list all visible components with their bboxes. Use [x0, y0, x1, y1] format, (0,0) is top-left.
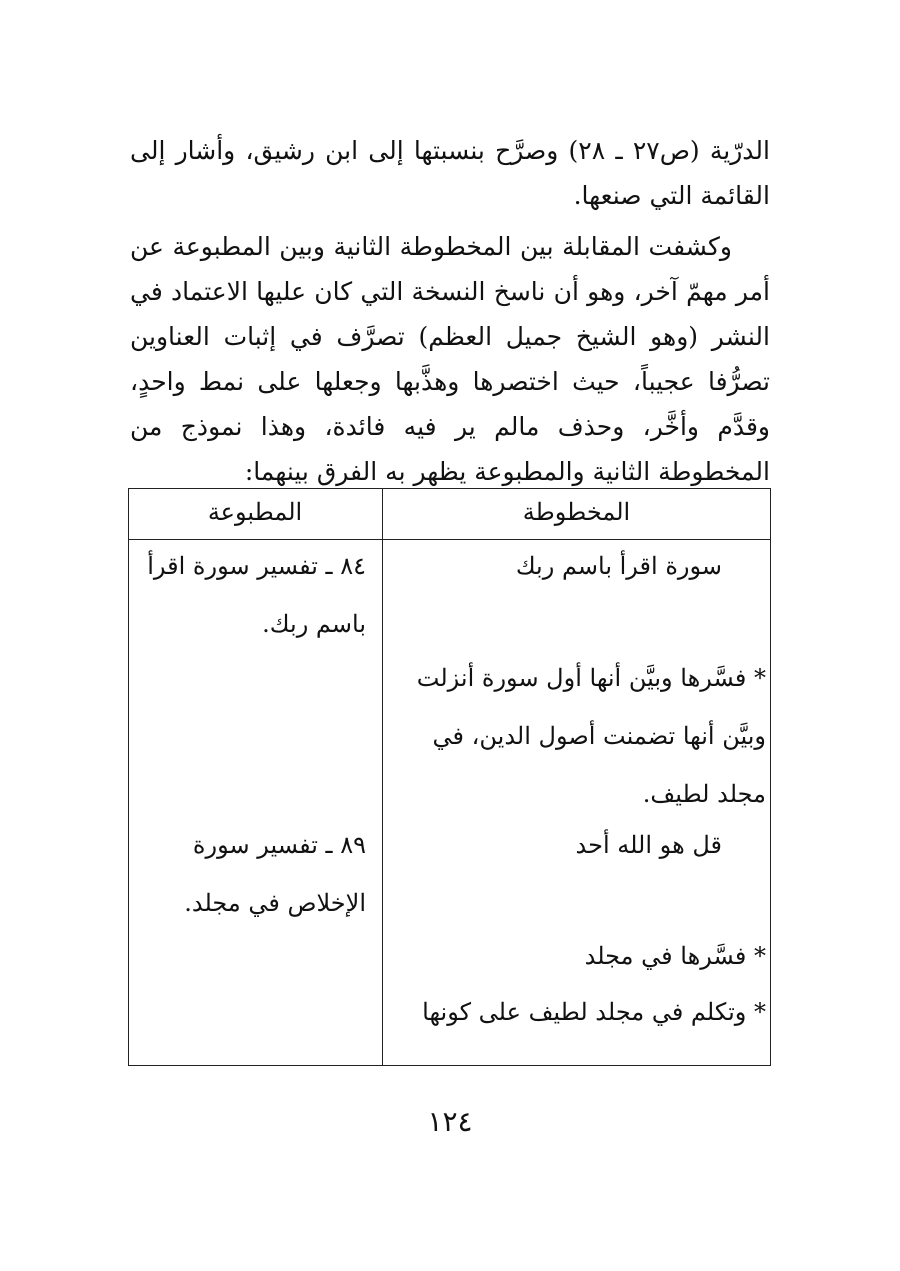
header-printed: المطبوعة	[207, 498, 303, 526]
page-number: ١٢٤	[427, 1105, 473, 1138]
printed-entry: ٨٤ ـ تفسير سورة اقرأ باسم ربك.	[147, 552, 366, 638]
manuscript-entry: سورة اقرأ باسم ربك	[515, 552, 722, 580]
manuscript-entry: * وتكلم في مجلد لطيف على كونها	[422, 998, 766, 1026]
manuscript-entry: * فسَّرها في مجلد	[584, 942, 766, 970]
manuscript-entry: * فسَّرها وبيَّن أنها أول سورة أنزلت وبيَّن أنها تضمنت أصول الدين، في مجلد لطيف.	[416, 664, 766, 808]
paragraph-1: الدرّية (ص٢٧ ـ ٢٨) وصرَّح بنسبتها إلى ابن رشيق، وأشار إلى القائمة التي صنعها.	[130, 136, 770, 210]
comparison-table	[128, 488, 771, 1066]
paragraph-2: وكشفت المقابلة بين المخطوطة الثانية وبين المطبوعة عن أمر مهمّ آخر، وهو أن ناسخ النسخة التي كان عليها الاعتماد في النشر (وهو الشيخ جميل العظم) تصرَّف في إثبات العناوين تصرُّفا عجيباً، حيث اختصرها وهذَّبها وجعلها على نمط واحدٍ، وقدَّم وأخَّر، وحذف مالم ير فيه فائدة، وهذا نموذج من المخطوطة الثانية والمطبوعة يظهر به الفرق بينهما:	[130, 232, 770, 486]
header-manuscript: المخطوطة	[522, 498, 631, 526]
manuscript-entry: قل هو الله أحد	[575, 831, 722, 859]
printed-entry: ٨٩ ـ تفسير سورة الإخلاص في مجلد.	[184, 831, 366, 917]
column-divider	[382, 489, 383, 1065]
